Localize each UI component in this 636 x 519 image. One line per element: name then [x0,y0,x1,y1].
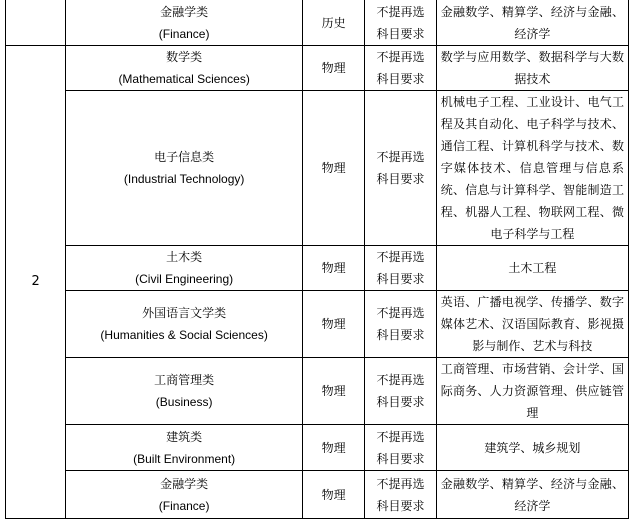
majors-cell: 数学与应用数学、数据科学与大数据技术 [436,46,628,91]
category-name-zh: 土木类 [166,250,203,264]
category-cell [66,358,303,425]
requirement-cell [365,425,436,471]
category-name-zh: 外国语言文学类 [142,306,227,320]
majors-cell: 工商管理、市场营销、会计学、国际商务、人力资源管理、供应链管理 [436,358,628,425]
majors-cell: 英语、广播电视学、传播学、数字媒体艺术、汉语国际教育、影视摄影与制作、艺术与科技 [436,291,628,358]
category-name-en: (Humanities & Social Sciences) [100,328,268,342]
table-row [6,46,629,91]
requirement-cell [365,0,436,46]
category-cell [66,46,303,91]
category-name-zh: 数学类 [166,50,203,64]
majors-cell: 土木工程 [436,246,628,291]
category-name-en: (Finance) [158,26,210,41]
majors-cell: 建筑学、城乡规划 [436,425,628,471]
category-name-zh: 金融学类 [160,4,209,19]
requirement-cell [365,246,436,291]
category-cell [66,291,303,358]
category-name-zh: 工商管理类 [154,373,215,387]
requirement-cell [365,358,436,425]
subject-cell: 物理 [302,471,364,519]
requirement-cell [365,91,436,246]
majors-cell: 金融数学、精算学、经济与金融、经济学 [436,471,628,519]
requirement-cell [365,471,436,519]
category-cell [66,91,303,246]
subject-cell: 物理 [302,246,364,291]
requirement-cell [365,46,436,91]
subject-cell: 物理 [302,358,364,425]
subject-cell: 物理 [302,91,364,246]
category-name-en: (Built Environment) [133,451,236,466]
requirement-text: 不提再选科目要求 [376,4,425,41]
requirement-text: 不提再选科目要求 [376,150,425,186]
group-number-cell: 2 [6,46,66,519]
category-name-zh: 电子信息类 [154,150,215,164]
subject-cell: 物理 [302,425,364,471]
requirement-text: 不提再选科目要求 [376,250,425,286]
major-category-table [5,0,629,519]
category-cell [66,0,303,46]
category-name-zh: 金融学类 [160,476,209,491]
category-cell [66,425,303,471]
subject-cell: 物理 [302,291,364,358]
requirement-text: 不提再选科目要求 [376,476,425,513]
category-name-en: (Finance) [158,498,210,513]
category-name-en: (Mathematical Sciences) [118,72,250,86]
table-row [6,246,629,291]
category-name-en: (Business) [155,395,213,409]
subject-cell: 历史 [302,0,364,46]
majors-cell: 金融数学、精算学、经济与金融、经济学 [436,0,628,46]
requirement-text: 不提再选科目要求 [376,429,425,466]
table-row [6,471,629,519]
table-row [6,91,629,246]
category-name-en: (Civil Engineering) [135,272,234,286]
majors-cell: 机械电子工程、工业设计、电气工程及其自动化、电子科学与技术、通信工程、计算机科学与技术、数字媒体技术、信息管理与信息系统、信息与计算科学、智能制造工程、机器人工程、物联网工程、微电子科学与工程 [436,91,628,246]
table-row [6,0,629,46]
group-number-cell [6,0,66,46]
category-cell [66,246,303,291]
requirement-text: 不提再选科目要求 [376,306,425,342]
requirement-text: 不提再选科目要求 [376,50,425,86]
subject-cell: 物理 [302,46,364,91]
table-row [6,358,629,425]
category-cell [66,471,303,519]
category-name-en: (Industrial Technology) [123,172,245,186]
requirement-cell [365,291,436,358]
table-row [6,291,629,358]
table-row [6,425,629,471]
category-name-zh: 建筑类 [166,429,203,444]
requirement-text: 不提再选科目要求 [376,373,425,409]
